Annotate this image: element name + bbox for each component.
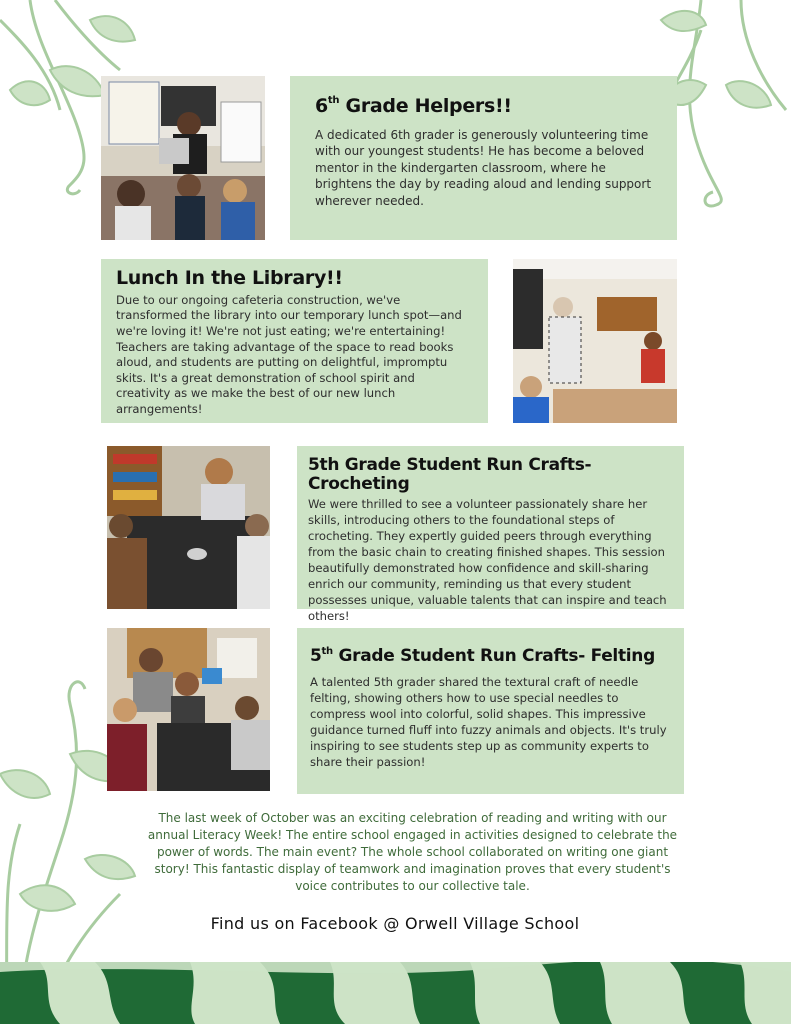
photo-felting: [107, 628, 270, 791]
card-6th-grade-helpers: [290, 76, 677, 240]
checkered-footer-band: [0, 962, 791, 1024]
section-title: 6th Grade Helpers!!: [315, 95, 512, 117]
photo-crocheting: [107, 446, 270, 609]
photo-library-lunch: [513, 259, 677, 423]
card-felting: [297, 628, 684, 794]
section-body: A dedicated 6th grader is generously volunteering time with our youngest students! He has become a beloved mentor in the kindergarten classroom, where he brightens the day by reading aloud and lending support wherever needed.: [315, 127, 652, 208]
card-crocheting: [297, 446, 684, 624]
section-body: Due to our ongoing cafeteria construction, we've transformed the library into our temporary lunch spot—and we're loving it! We're not just eating; we're entertaining! Teachers are taking advantage of the space to read books aloud, and students are putting on delightful, impromptu skits. It's a great demonstration of school spirit and creativity as we make the best of our new lunch arrangements!: [116, 292, 462, 417]
facebook-link-text[interactable]: Find us on Facebook @ Orwell Village School: [210, 914, 580, 933]
section-body: We were thrilled to see a volunteer passionately share her skills, introducing others to the foundational steps of crocheting. They expertly guided peers through everything from the basic chain to creating finished shapes. This session beautifully demonstrated how confidence and skill-sharing enrich our community, reminding us that every student possesses unique, valuable talents that can inspire and teach others!: [308, 497, 667, 624]
section-title: 5th Grade Student Run Crafts- Felting: [310, 646, 655, 666]
section-title: 5th Grade Student Run Crafts- Crocheting: [308, 455, 592, 494]
card-lunch-in-library: [101, 259, 488, 423]
section-body: A talented 5th grader shared the textural craft of needle felting, showing others how to use special needles to compress wool into colorful, solid shapes. This impressive guidance turned fluff into fuzzy animals and objects. It's truly inspiring to see students step up as community experts to share their passion!: [310, 674, 667, 769]
section-title: Lunch In the Library!!: [116, 267, 343, 289]
closing-paragraph: The last week of October was an exciting celebration of reading and writing with our annual Literacy Week! The entire school engaged in activities designed to celebrate the power of words. The main event? The whole school collaborated on writing one giant story! This fantastic display of teamwork and imagination proves that every student's voice contributes to our collective tale.: [147, 811, 678, 893]
photo-reading-kindergarten: [101, 76, 265, 240]
